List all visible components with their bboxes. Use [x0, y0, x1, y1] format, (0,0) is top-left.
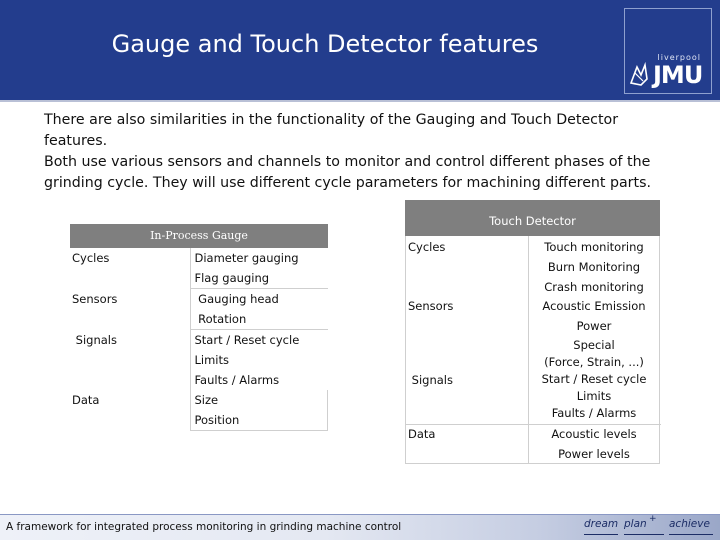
- table-row: [70, 390, 328, 431]
- row-values: [190, 289, 328, 330]
- row-label: Signals: [408, 373, 453, 387]
- row-values: [530, 237, 658, 297]
- row-value: Flag gauging: [194, 271, 270, 285]
- row-value: Size: [194, 393, 219, 407]
- row-value: (Force, Strain, ...): [544, 355, 644, 369]
- table-row: [70, 248, 328, 289]
- row-value: Acoustic Emission: [542, 299, 646, 313]
- footer-caption: A framework for integrated process monitoring in grinding machine control: [6, 521, 402, 533]
- logo-wordmark: JMU: [653, 61, 703, 89]
- row-value: Power: [576, 319, 612, 333]
- gauge-table-title: In-Process Gauge: [70, 224, 328, 248]
- row-divider: [406, 424, 528, 425]
- row-value: Faults / Alarms: [194, 373, 280, 387]
- footer-tag-plan: plan: [624, 518, 647, 530]
- footer-tag-achieve: achieve: [669, 518, 710, 530]
- row-label: Data: [408, 427, 436, 441]
- row-value: Limits: [194, 353, 229, 367]
- slide-title: Gauge and Touch Detector features: [111, 30, 539, 58]
- row-value: Power levels: [558, 447, 630, 461]
- row-value: Limits: [576, 389, 612, 403]
- row-value: Start / Reset cycle: [541, 372, 647, 386]
- logo-caption: liverpool: [657, 53, 701, 62]
- footer-tag-dream: dream: [584, 518, 619, 530]
- row-values: [190, 248, 328, 289]
- row-values: [530, 296, 658, 370]
- row-value: Touch monitoring: [544, 240, 644, 254]
- row-value: Position: [194, 413, 240, 427]
- banner-rule: [0, 100, 720, 102]
- row-value: Diameter gauging: [194, 251, 299, 265]
- plus-icon: +: [649, 514, 657, 524]
- row-values: [530, 424, 658, 464]
- row-values: [190, 390, 328, 431]
- row-label: Sensors: [72, 291, 118, 306]
- row-value: Burn Monitoring: [547, 260, 641, 274]
- row-label: Cycles: [72, 251, 110, 265]
- footer-underline: [624, 534, 664, 535]
- footer-underline: [669, 534, 713, 535]
- row-value: Rotation: [194, 312, 247, 326]
- footer-underline: [584, 534, 618, 535]
- touch-table-title: Touch Detector: [405, 200, 660, 236]
- row-value: Special: [573, 338, 615, 352]
- column-divider: [528, 236, 529, 464]
- body-text: [44, 110, 684, 194]
- row-value: Gauging head: [194, 292, 279, 306]
- table-row: [70, 289, 328, 330]
- row-value: Acoustic levels: [551, 427, 637, 441]
- row-value: Faults / Alarms: [551, 406, 637, 420]
- row-value: Start / Reset cycle: [194, 333, 300, 347]
- ljmu-logo: [624, 8, 712, 94]
- gauge-table: [70, 248, 328, 431]
- row-label: Signals: [72, 332, 117, 347]
- row-label: Data: [72, 393, 100, 407]
- row-label: Cycles: [408, 240, 446, 254]
- paragraph-similarities: There are also similarities in the functionality of the Gauging and Touch Detector features.: [44, 112, 619, 149]
- table-row: [70, 330, 328, 391]
- row-values: [190, 330, 328, 391]
- row-values: [530, 371, 658, 422]
- paragraph-sensors: Both use various sensors and channels to monitor and control different phases of the grinding cycle. They will use different cycle parameters for machining different parts.: [44, 154, 651, 191]
- row-label: Sensors: [408, 299, 454, 313]
- touch-table: [405, 236, 660, 464]
- row-value: Crash monitoring: [544, 280, 644, 294]
